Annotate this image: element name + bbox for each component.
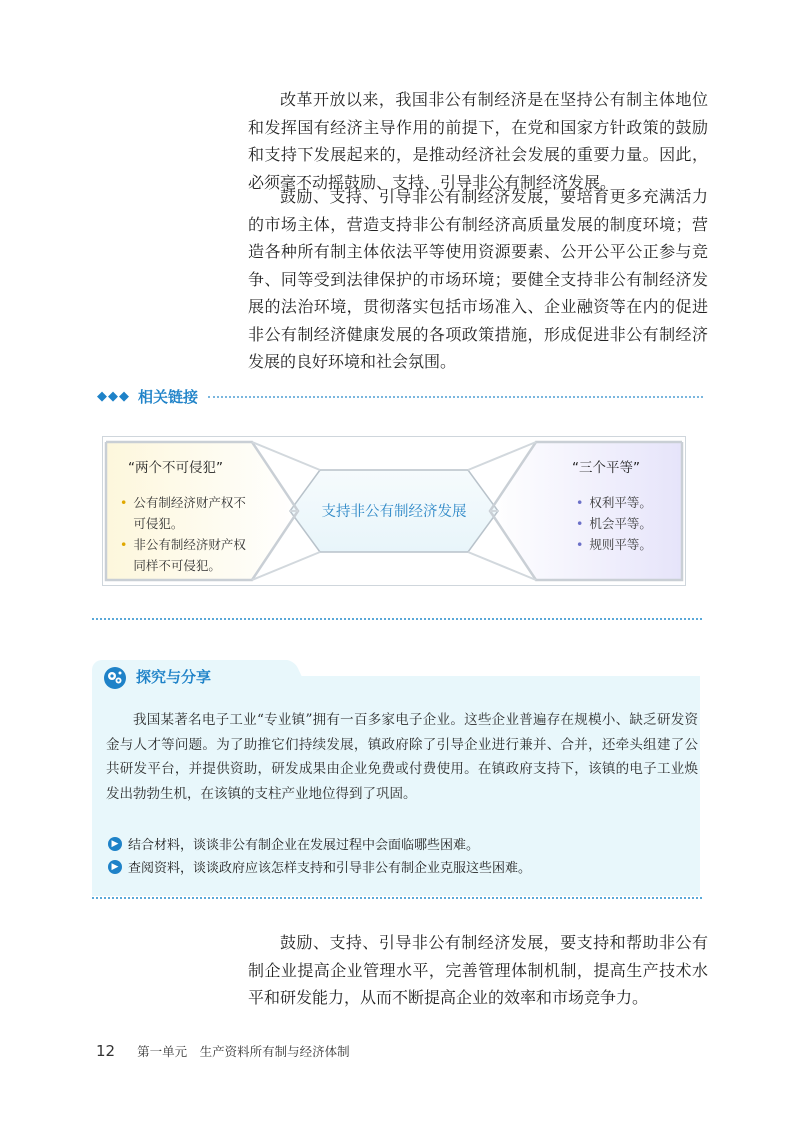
left-box-title: “两个不可侵犯” bbox=[128, 460, 223, 476]
explore-title: 探究与分享 bbox=[136, 668, 212, 686]
left-box-item: • 公有制经济财产权不可侵犯。 bbox=[120, 495, 246, 531]
right-box-item: • 机会平等。 bbox=[576, 516, 652, 531]
question-item: ▶ 结合材料，谈谈非公有制企业在发展过程中会面临哪些困难。 bbox=[108, 834, 479, 853]
page-footer bbox=[96, 1042, 350, 1060]
arrow-icon: ▶ bbox=[108, 860, 122, 874]
left-box-list bbox=[120, 492, 270, 576]
related-link-title: 相关链接 bbox=[138, 387, 199, 406]
related-link-diagram bbox=[102, 436, 686, 586]
diamond-icon: ◆◆◆ bbox=[97, 388, 130, 404]
case-text: 我国某著名电子工业“专业镇”拥有一百多家电子企业。这些企业普遍存在规模小、缺乏研发资金与人才等问题。为了助推它们持续发展，镇政府除了引导企业进行兼并、合并，还牵头组建了公共研发平台，并提供资助，研发成果由企业免费或付费使用。在镇政府支持下，该镇的电子工业焕发出勃勃生机，在该镇的支柱产业地位得到了巩固。 bbox=[106, 712, 698, 802]
section-divider bbox=[92, 897, 702, 899]
question-item: ▶ 查阅资料，谈谈政府应该怎样支持和引导非公有制企业克服这些困难。 bbox=[108, 857, 531, 876]
center-label: 支持非公有制经济发展 bbox=[321, 504, 467, 520]
right-box-title: “三个平等” bbox=[572, 460, 640, 476]
right-box-list bbox=[576, 492, 652, 555]
page-number: 12 bbox=[96, 1042, 116, 1060]
related-link-header bbox=[97, 384, 703, 408]
body-paragraph-2: 鼓励、支持、引导非公有制经济发展，要培育更多充满活力的市场主体，营造支持非公有制经济高质量发展的制度环境；营造各种所有制主体依法平等使用资源要素、公开公平公正参与竞争、同等受到法律保护的市场环境；要健全支持非公有制经济发展的法治环境，贯彻落实包括市场准入、企业融资等在内的促进非公有制经济健康发展的各项政策措施，形成促进非公有制经济发展的良好环境和社会氛围。 bbox=[248, 187, 708, 371]
chapter-title: 第一单元 生产资料所有制与经济体制 bbox=[137, 1044, 350, 1059]
body-paragraph-1: 改革开放以来，我国非公有制经济是在坚持公有制主体地位和发挥国有经济主导作用的前提下，在党和国家方针政策的鼓励和支持下发展起来的，是推动经济社会发展的重要力量。因此，必须毫不动摇鼓励、支持、引导非公有制经济发展。 bbox=[248, 90, 708, 192]
section-divider bbox=[92, 618, 702, 620]
closing-paragraph: 鼓励、支持、引导非公有制经济发展，要支持和帮助非公有制企业提高企业管理水平，完善管理体制机制，提高生产技术水平和研发能力，从而不断提高企业的效率和市场竞争力。 bbox=[248, 933, 708, 1007]
left-box-item: • 非公有制经济财产权同样不可侵犯。 bbox=[120, 537, 246, 573]
right-box-item: • 规则平等。 bbox=[576, 537, 652, 552]
arrow-icon: ▶ bbox=[108, 837, 122, 851]
header-divider bbox=[208, 396, 703, 398]
right-box-item: • 权利平等。 bbox=[576, 495, 652, 510]
explore-icon bbox=[103, 666, 127, 690]
